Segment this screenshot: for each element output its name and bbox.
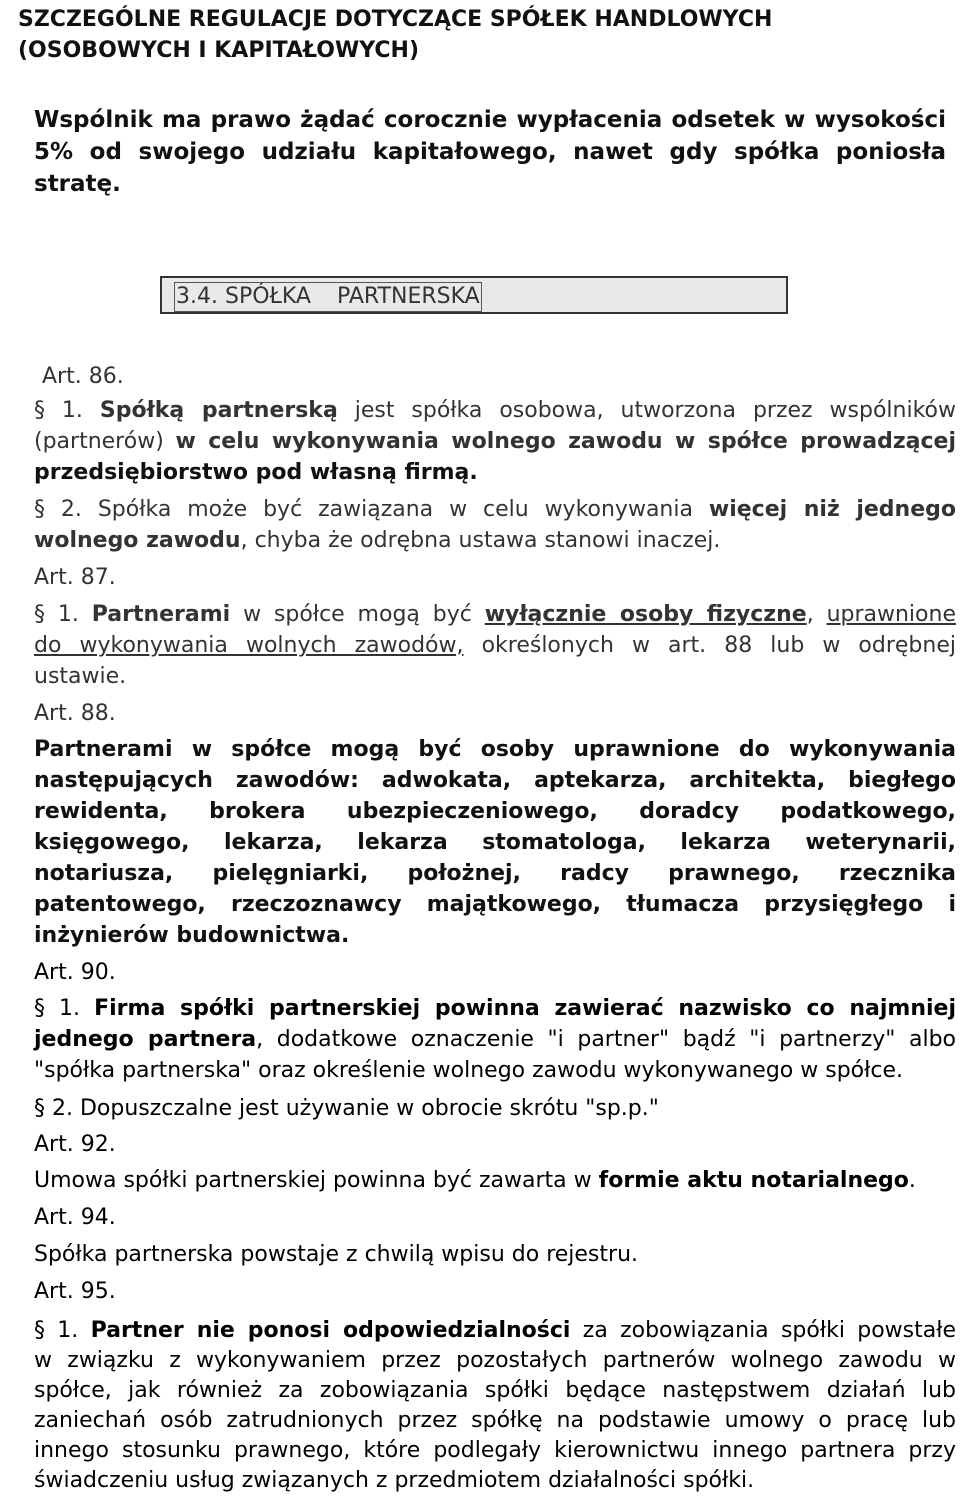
section-word1: SPÓŁKA [224, 284, 311, 309]
page-title: SZCZEGÓLNE REGULACJE DOTYCZĄCE SPÓŁEK HANDLOWYCH (OSOBOWYCH I KAPITAŁOWYCH) [18, 7, 773, 63]
art87-p1-line3: ustawie. [34, 664, 127, 689]
art90-p1-line2: jednego partnera, dodatkowe oznaczenie "i partner" bądź "i partnerzy" albo [34, 1027, 957, 1052]
art86-p1-line1: § 1. Spółką partnerską jest spółka osobowa, utworzona przez wspólników [34, 398, 956, 423]
art90-p1-line3: "spółka partnerska" oraz określenie wolnego zawodu wykonywanego w spółce. [34, 1058, 904, 1083]
art88-line: księgowego, lekarza, lekarza stomatologa, lekarza weterynarii, [34, 830, 956, 855]
art86-p1-line3: przedsiębiorstwo pod własną firmą. [34, 460, 478, 485]
art95-line: świadczeniu usług związanych z przedmiotem działalności spółki. [34, 1468, 755, 1493]
section-word2: PARTNERSKA [337, 284, 480, 309]
lead-paragraph: Wspólnik ma prawo żądać corocznie wypłacenia odsetek w wysokości 5% od swojego udziału kapitałowego, nawet gdy spółka poniosła stratę. [34, 107, 946, 197]
art86-p2-line1: § 2. Spółka może być zawiązana w celu wykonywania więcej niż jednego [34, 497, 956, 522]
art95-line: innego stosunku prawnego, które podlegały kierownictwu innego partnera przy [34, 1438, 956, 1463]
art86-p2-line2: wolnego zawodu, chyba że odrębna ustawa stanowi inaczej. [34, 528, 721, 553]
art88-line: następujących zawodów: adwokata, aptekarza, architekta, biegłego [34, 768, 956, 793]
art86-p1-line2: (partnerów) w celu wykonywania wolnego zawodu w spółce prowadzącej [34, 429, 956, 454]
section-number: 3.4. [176, 284, 218, 309]
art95-line: zaniechań osób zatrudnionych przez spółkę na podstawie umowy o pracę lub [34, 1408, 956, 1433]
section-header-box [160, 276, 788, 314]
art88-label: Art. 88. [34, 701, 116, 726]
art92-text: Umowa spółki partnerskiej powinna być zawarta w formie aktu notarialnego. [34, 1168, 916, 1193]
art87-label: Art. 87. [34, 565, 116, 590]
art92-label: Art. 92. [34, 1132, 116, 1157]
art95-label: Art. 95. [34, 1279, 116, 1304]
art95-line: spółce, jak również za zobowiązania spółki będące następstwem działań lub [34, 1378, 956, 1403]
art95-p1-line1: § 1. Partner nie ponosi odpowiedzialności za zobowiązania spółki powstałe [34, 1318, 957, 1343]
art94-label: Art. 94. [34, 1205, 116, 1230]
art87-p1-line1: § 1. Partnerami w spółce mogą być wyłącznie osoby fizyczne, uprawnione [34, 602, 956, 627]
art87-p1-line2: do wykonywania wolnych zawodów, określonych w art. 88 lub w odrębnej [34, 633, 956, 658]
art88-line: notariusza, pielęgniarki, położnej, radcy prawnego, rzecznika [34, 861, 956, 886]
art90-p2: § 2. Dopuszczalne jest używanie w obrocie skrótu "sp.p." [34, 1096, 659, 1121]
art90-p1-line1: § 1. Firma spółki partnerskiej powinna zawierać nazwisko co najmniej [34, 996, 957, 1021]
art88-line: rewidenta, brokera ubezpieczeniowego, doradcy podatkowego, [34, 799, 956, 824]
art88-line: patentowego, rzeczoznawcy majątkowego, tłumacza przysięgłego i [34, 892, 956, 917]
art94-text: Spółka partnerska powstaje z chwilą wpisu do rejestru. [34, 1242, 639, 1267]
art95-line: w związku z wykonywaniem przez pozostałych partnerów wolnego zawodu w [34, 1348, 956, 1373]
section-heading [174, 282, 482, 312]
art90-label: Art. 90. [34, 960, 116, 985]
art88-line: Partnerami w spółce mogą być osoby uprawnione do wykonywania [34, 737, 956, 762]
art88-line: inżynierów budownictwa. [34, 923, 350, 948]
art86-label: Art. 86. [42, 364, 124, 389]
